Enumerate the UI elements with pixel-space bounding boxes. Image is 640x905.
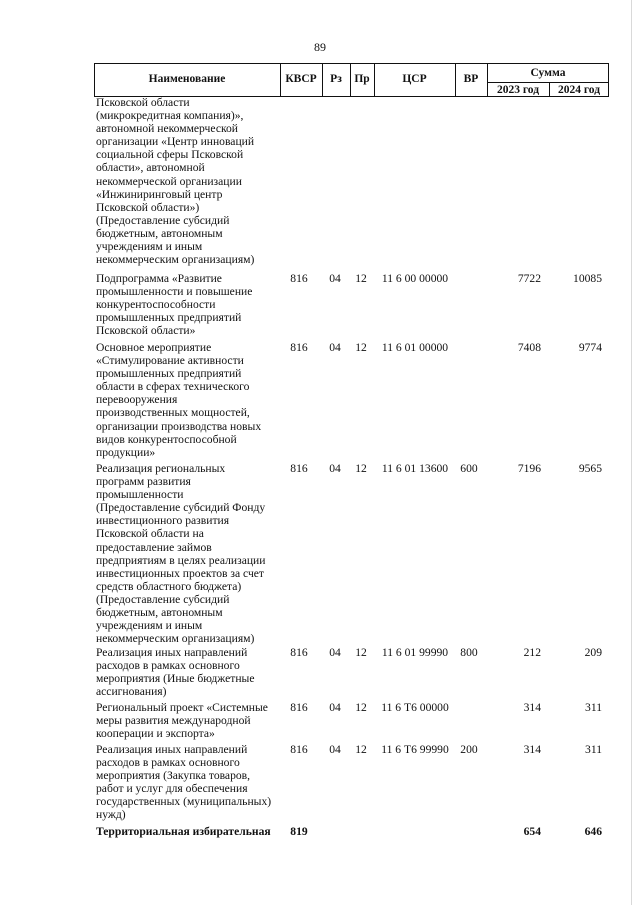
row-sum-2023: 7408 xyxy=(517,341,541,354)
row-sum-2023: 314 xyxy=(523,743,541,756)
row-sum-2024: 311 xyxy=(585,701,602,714)
row-name: Псковской области (микрокредитная компания)», автономной некоммерческой организации «Центр инноваций социальной сферы Псковской области», автономной некоммерческой организации «Инжиниринговый центр Псковской области») (Предоставление субсидий бюджетным, автономным учреждениям и иным некоммерческим организациям) xyxy=(96,96,255,267)
header-sum: Сумма xyxy=(530,67,566,79)
row-rz: 04 xyxy=(329,272,341,285)
table-row xyxy=(0,272,640,341)
header-pr: Пр xyxy=(354,73,370,85)
row-sum-2024: 10085 xyxy=(573,272,602,285)
table-row xyxy=(0,96,640,272)
table-row xyxy=(0,825,640,841)
row-kvsr: 816 xyxy=(290,462,308,475)
row-name: Реализация иных направлений расходов в рамках основного мероприятия (Закупка товаров, работ и услуг для обеспечения государственных (муниципальных) нужд) xyxy=(96,743,272,822)
row-kvsr: 816 xyxy=(290,743,308,756)
table-row xyxy=(0,341,640,462)
row-pr: 12 xyxy=(355,701,367,714)
row-pr: 12 xyxy=(355,646,367,659)
table-body xyxy=(0,96,640,841)
page-number: 89 xyxy=(314,40,326,54)
row-kvsr: 816 xyxy=(290,341,308,354)
table-row xyxy=(0,743,640,825)
header-rz: Рз xyxy=(330,73,342,85)
row-csr: 11 6 Т6 99990 xyxy=(381,743,449,756)
row-sum-2024: 311 xyxy=(585,743,602,756)
row-name: Подпрограмма «Развитие промышленности и повышение конкурентоспособности промышленных предприятий Псковской области» xyxy=(96,272,253,338)
row-pr: 12 xyxy=(355,341,367,354)
table-row xyxy=(0,462,640,646)
row-kvsr: 819 xyxy=(290,825,308,838)
row-vr: 800 xyxy=(460,646,478,659)
header-csr: ЦСР xyxy=(402,73,427,85)
row-vr: 600 xyxy=(460,462,478,475)
row-rz: 04 xyxy=(329,341,341,354)
row-pr: 12 xyxy=(355,462,367,475)
table-row xyxy=(0,646,640,701)
row-kvsr: 816 xyxy=(290,646,308,659)
row-sum-2023: 654 xyxy=(523,825,541,838)
row-kvsr: 816 xyxy=(290,701,308,714)
row-name: Территориальная избирательная xyxy=(96,825,271,838)
row-name: Основное мероприятие «Стимулирование активности промышленных предприятий области в сферах технического перевооружения производственных мощностей, организации производства новых видов конкурентоспособной продукции» xyxy=(96,341,262,459)
row-sum-2023: 7196 xyxy=(517,462,541,475)
row-kvsr: 816 xyxy=(290,272,308,285)
row-csr: 11 6 Т6 00000 xyxy=(381,701,449,714)
row-sum-2023: 7722 xyxy=(517,272,541,285)
row-name: Региональный проект «Системные меры развития международной кооперации и экспорта» xyxy=(96,701,268,741)
row-csr: 11 6 00 00000 xyxy=(381,272,449,285)
header-2024: 2024 год xyxy=(557,84,601,96)
header-name: Наименование xyxy=(148,73,226,85)
row-sum-2024: 9774 xyxy=(578,341,602,354)
row-csr: 11 6 01 13600 xyxy=(381,462,449,475)
header-2023: 2023 год xyxy=(496,84,540,96)
row-pr: 12 xyxy=(355,272,367,285)
row-name: Реализация региональных программ развития промышленности (Предоставление субсидий Фонду инвестиционного развития Псковской области на предоставление займов предприятиям в целях реализации инвестиционных проектов за счет средств областного бюджета) (Предоставление субсидий бюджетным, автономным учреждениям и иным некоммерческим организациям) xyxy=(96,462,266,646)
row-sum-2024: 9565 xyxy=(578,462,602,475)
row-csr: 11 6 01 00000 xyxy=(381,341,449,354)
row-sum-2024: 209 xyxy=(584,646,602,659)
row-csr: 11 6 01 99990 xyxy=(381,646,449,659)
row-rz: 04 xyxy=(329,743,341,756)
row-vr: 200 xyxy=(460,743,478,756)
row-sum-2023: 212 xyxy=(523,646,541,659)
row-name: Реализация иных направлений расходов в рамках основного мероприятия (Иные бюджетные ассигнования) xyxy=(96,646,255,699)
header-kvsr: КВСР xyxy=(285,73,317,85)
row-sum-2023: 314 xyxy=(523,701,541,714)
row-sum-2024: 646 xyxy=(584,825,602,838)
header-vr: ВР xyxy=(463,73,479,85)
row-rz: 04 xyxy=(329,646,341,659)
row-pr: 12 xyxy=(355,743,367,756)
row-rz: 04 xyxy=(329,462,341,475)
table-row xyxy=(0,701,640,743)
row-rz: 04 xyxy=(329,701,341,714)
